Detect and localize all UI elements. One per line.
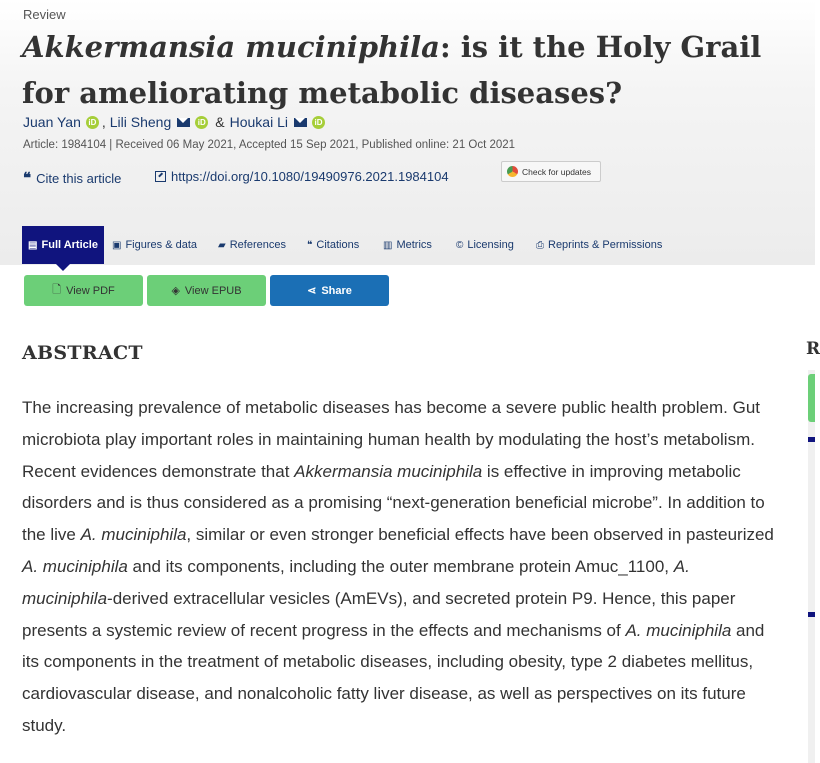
abstract-text-run: The increasing prevalence of metabolic diseases has become a severe public health problem. Gut microbiota play important roles in maintaining human health by modulating the host’s metabolism. Recent evidences demonstrate that [22, 398, 761, 481]
doi-label: https://doi.org/10.1080/19490976.2021.1984104 [171, 169, 449, 184]
tab-label: References [229, 239, 286, 251]
epub-icon: ◈ [171, 285, 180, 297]
author-separator: , [101, 114, 106, 130]
sidebar-green-button[interactable] [808, 374, 815, 422]
sidebar-heading-fragment: R [806, 339, 820, 359]
author-link[interactable]: Houkai Li [229, 114, 288, 130]
abstract-species-name: Akkermansia muciniphila [294, 461, 483, 481]
check-for-updates-button[interactable] [501, 161, 601, 182]
email-icon[interactable] [294, 118, 307, 127]
view-epub-label: View EPUB [184, 284, 242, 297]
article-type-label: Review [23, 7, 66, 22]
tab-references[interactable] [218, 226, 286, 264]
quote-icon: ❝ [307, 239, 313, 251]
abstract-species-name: A. muciniphila [22, 556, 128, 576]
abstract-body [22, 392, 782, 742]
abstract-text-run: is effective in improving metabolic disorders and is thus considered as a promising “next-generation beneficial microbe”. In addition to the live [22, 461, 765, 545]
tab-label: Citations [316, 239, 360, 251]
orcid-icon[interactable]: iD [86, 116, 99, 129]
author-link[interactable]: Juan Yan [23, 114, 81, 130]
tab-label: Figures & data [125, 239, 197, 251]
check-updates-label: Check for updates [522, 166, 591, 177]
abstract-species-name: A. muciniphila [80, 525, 187, 545]
title-rest: : is it the Holy Grail for ameliorating metabolic diseases? [22, 30, 762, 110]
quote-icon: ❝ [23, 169, 32, 187]
abstract-species-name: A. muciniphila [22, 556, 690, 608]
abstract-text-run: -derived extracellular vesicles (AmEVs), and secreted protein P9. Hence, this paper presents a systemic review of recent progress in the effects and mechanisms of [22, 588, 736, 640]
tab-label: Metrics [396, 239, 432, 251]
image-icon: ▣ [112, 239, 122, 251]
abstract-heading: ABSTRACT [22, 342, 143, 364]
bar-chart-icon: ▥ [383, 239, 393, 251]
active-tab-pointer [56, 264, 70, 271]
tab-full-article[interactable] [22, 226, 104, 264]
book-icon: ▰ [218, 239, 226, 251]
article-tabs [0, 226, 815, 264]
tab-label: Reprints & Permissions [548, 239, 663, 251]
view-epub-button[interactable] [147, 275, 266, 306]
tab-label: Full Article [41, 239, 98, 251]
article-title [22, 24, 812, 116]
tab-label: Licensing [467, 239, 514, 251]
cite-this-article-link[interactable] [23, 169, 121, 187]
abstract-text-run: and its components, including the outer membrane protein Amuc_1100, [127, 556, 674, 576]
view-pdf-button[interactable] [24, 275, 143, 306]
document-icon: ▤ [28, 239, 38, 251]
email-icon[interactable] [177, 118, 190, 127]
doi-link[interactable] [155, 169, 449, 184]
tab-figures-data[interactable] [112, 226, 197, 264]
abstract-species-name: A. muciniphila [625, 620, 732, 640]
view-pdf-label: View PDF [66, 284, 115, 297]
pdf-icon: 🗋 [52, 284, 62, 296]
sidebar-marker [808, 612, 815, 617]
author-list [23, 114, 327, 130]
sidebar-panel [808, 370, 815, 763]
author-ampersand: & [215, 114, 225, 130]
sidebar-marker [808, 437, 815, 442]
share-label: Share [321, 284, 352, 297]
print-icon: ⎙ [536, 239, 544, 251]
author-link[interactable]: Lili Sheng [109, 114, 172, 130]
tab-citations[interactable] [307, 226, 359, 264]
tab-metrics[interactable] [383, 226, 432, 264]
abstract-text-run: , similar or even stronger beneficial effects have been observed in pasteurized [186, 525, 774, 545]
cite-label: Cite this article [36, 170, 122, 186]
title-species: Akkermansia muciniphila [22, 30, 440, 64]
external-link-icon [155, 171, 166, 182]
copyright-icon: © [456, 239, 464, 251]
orcid-icon[interactable]: iD [195, 116, 208, 129]
abstract-text-run: and its components in the treatment of metabolic diseases, including obesity, type 2 diabetes mellitus, cardiovascular disease, and nonalcoholic fatty liver disease, as well as perspectives on its future study. [22, 620, 765, 735]
share-button[interactable] [270, 275, 389, 306]
crossmark-icon [507, 166, 518, 177]
orcid-icon[interactable]: iD [312, 116, 325, 129]
share-icon: ⋖ [307, 285, 317, 297]
article-metadata: Article: 1984104 | Received 06 May 2021, Accepted 15 Sep 2021, Published online: 21 Oct 2021 [23, 139, 516, 151]
tab-reprints-permissions[interactable] [536, 226, 662, 264]
tab-licensing[interactable] [456, 226, 514, 264]
